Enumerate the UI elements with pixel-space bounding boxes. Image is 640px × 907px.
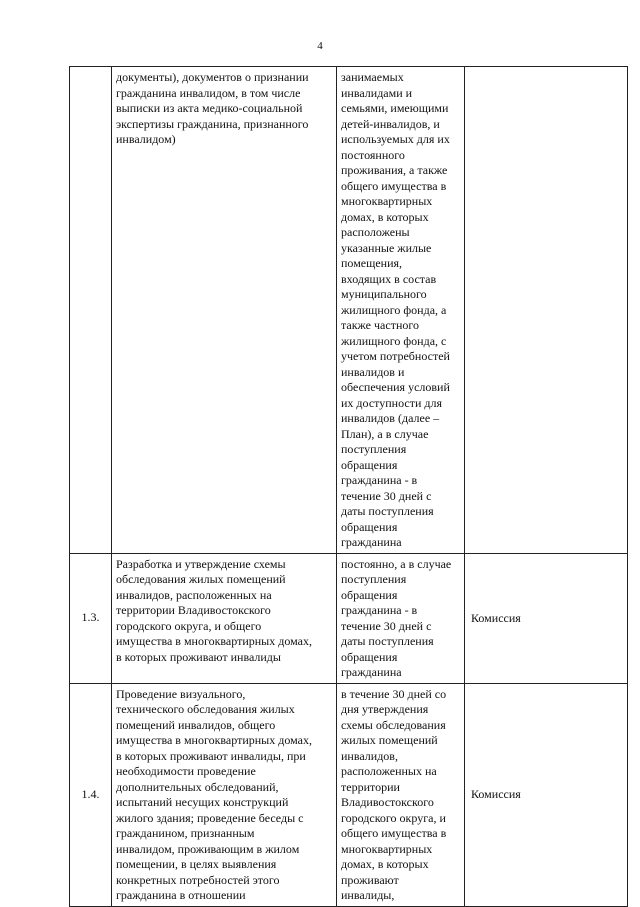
term-text-line: территории bbox=[341, 779, 400, 794]
term-text-line: инвалиды, bbox=[341, 888, 395, 902]
measure-text-line: документы), документов о признании bbox=[116, 70, 309, 84]
term-text-line: обеспечения условий bbox=[341, 380, 450, 394]
measure-text-line: экспертизы гражданина, признанного bbox=[116, 116, 309, 131]
measures-table-body bbox=[70, 67, 628, 907]
measure-text-line: испытаний несущих конструкций bbox=[116, 795, 289, 809]
measures-table bbox=[69, 66, 628, 907]
measure-text-line: технического обследования жилых bbox=[116, 702, 295, 716]
measure-text-line: инвалидом) bbox=[116, 132, 176, 146]
measure-text-line: территории Владивостокского bbox=[116, 603, 271, 617]
table-row bbox=[70, 683, 628, 906]
term-text-line: жилищного фонда, с bbox=[341, 333, 447, 348]
term-text-line: расположенных на bbox=[341, 764, 437, 778]
measure-text-line: конкретных потребностей этого bbox=[116, 872, 280, 887]
term-text-line: многоквартирных bbox=[341, 194, 433, 208]
term-text-line: постоянного bbox=[341, 147, 405, 162]
term-text-line: схемы обследования bbox=[341, 717, 446, 732]
term-text-line: течение 30 дней с bbox=[341, 488, 432, 503]
term-text-line: муниципального bbox=[341, 287, 427, 301]
responsible-party: Комиссия bbox=[465, 553, 628, 683]
measure-text bbox=[112, 67, 337, 554]
term-text-line: входящих в состав bbox=[341, 271, 437, 286]
term-text-line: общего имущества в bbox=[341, 178, 447, 193]
term-text-line: жилых помещений bbox=[341, 733, 438, 747]
measure-text-line: дополнительных обследований, bbox=[116, 779, 279, 794]
item-number: 1.3. bbox=[70, 553, 112, 683]
term-text-line: дня утверждения bbox=[341, 702, 429, 716]
term-text-line: общего имущества в bbox=[341, 826, 447, 840]
measure-text-line: в которых проживают инвалиды, при bbox=[116, 748, 306, 763]
measure-text-line: в которых проживают инвалиды bbox=[116, 649, 281, 664]
term-text-line: инвалидов, bbox=[341, 748, 398, 763]
responsible-party: Комиссия bbox=[465, 683, 628, 906]
measure-text-line: жилого здания; проведение беседы с bbox=[116, 810, 304, 825]
table-row bbox=[70, 553, 628, 683]
term-text-line: проживания, а также bbox=[341, 163, 448, 177]
measure-text-line: необходимости проведение bbox=[116, 764, 256, 778]
term-text-line: в течение 30 дней со bbox=[341, 686, 447, 701]
term-text-line: жилищного фонда, а bbox=[341, 302, 447, 317]
measure-text-line: инвалидов, расположенных на bbox=[116, 587, 272, 602]
term-text-line: обращения bbox=[341, 587, 398, 602]
term-text bbox=[337, 683, 465, 906]
term-text-line: детей-инвалидов, и bbox=[341, 116, 440, 131]
term-text-line: гражданина bbox=[341, 535, 402, 549]
item-number: 1.4. bbox=[70, 683, 112, 906]
term-text-line: постоянно, а в случае bbox=[341, 556, 452, 571]
measure-text-line: Проведение визуального, bbox=[116, 686, 246, 701]
term-text-line: План), а в случае bbox=[341, 426, 429, 441]
term-text-line: проживают bbox=[341, 872, 399, 887]
term-text-line: гражданина bbox=[341, 665, 402, 679]
measure-text-line: гражданином, признанным bbox=[116, 826, 255, 840]
measure-text-line: помещений инвалидов, общего bbox=[116, 717, 276, 732]
term-text-line: течение 30 дней с bbox=[341, 618, 432, 633]
term-text-line: семьями, имеющими bbox=[341, 101, 449, 115]
term-text-line: поступления bbox=[341, 442, 407, 456]
term-text-line: инвалидов (далее – bbox=[341, 411, 440, 425]
measure-text-line: гражданина в отношении bbox=[116, 888, 246, 902]
term-text-line: домах, в которых bbox=[341, 857, 429, 871]
measure-text-line: Разработка и утверждение схемы bbox=[116, 556, 286, 571]
responsible-party bbox=[465, 67, 628, 554]
term-text-line: обращения bbox=[341, 649, 398, 664]
term-text-line: учетом потребностей bbox=[341, 349, 450, 363]
term-text-line: расположены bbox=[341, 225, 410, 239]
measure-text-line: обследования жилых помещений bbox=[116, 572, 286, 586]
measure-text-line: имущества в многоквартирных домах, bbox=[116, 733, 312, 747]
term-text-line: гражданина - в bbox=[341, 473, 418, 487]
term-text-line: Владивостокского bbox=[341, 795, 434, 809]
page-number: 4 bbox=[317, 40, 323, 52]
measure-text-line: городского округа, и общего bbox=[116, 618, 262, 633]
term-text-line: обращения bbox=[341, 519, 398, 534]
measure-text bbox=[112, 683, 337, 906]
term-text-line: указанные жилые bbox=[341, 240, 432, 255]
term-text-line: многоквартирных bbox=[341, 841, 433, 856]
item-number bbox=[70, 67, 112, 554]
table-row bbox=[70, 67, 628, 554]
measure-text-line: имущества в многоквартирных домах, bbox=[116, 634, 312, 648]
term-text-line: даты поступления bbox=[341, 504, 434, 518]
term-text-line: поступления bbox=[341, 572, 407, 586]
term-text-line: занимаемых bbox=[341, 70, 404, 84]
measure-text-line: выписки из акта медико-социальной bbox=[116, 101, 303, 115]
term-text bbox=[337, 553, 465, 683]
term-text-line: также частного bbox=[341, 318, 419, 332]
measure-text-line: гражданина инвалидом, в том числе bbox=[116, 85, 301, 100]
term-text-line: их доступности для bbox=[341, 395, 442, 410]
term-text-line: используемых для их bbox=[341, 132, 450, 146]
measure-text-line: помещении, в целях выявления bbox=[116, 857, 277, 871]
measure-text bbox=[112, 553, 337, 683]
term-text-line: домах, в которых bbox=[341, 209, 429, 224]
term-text-line: городского округа, и bbox=[341, 810, 446, 825]
term-text-line: инвалидами и bbox=[341, 85, 413, 100]
term-text-line: гражданина - в bbox=[341, 603, 418, 617]
term-text-line: обращения bbox=[341, 457, 398, 472]
term-text-line: помещения, bbox=[341, 256, 403, 270]
term-text-line: даты поступления bbox=[341, 634, 434, 648]
term-text-line: инвалидов и bbox=[341, 364, 405, 379]
term-text bbox=[337, 67, 465, 554]
measure-text-line: инвалидом, проживающим в жилом bbox=[116, 841, 300, 856]
